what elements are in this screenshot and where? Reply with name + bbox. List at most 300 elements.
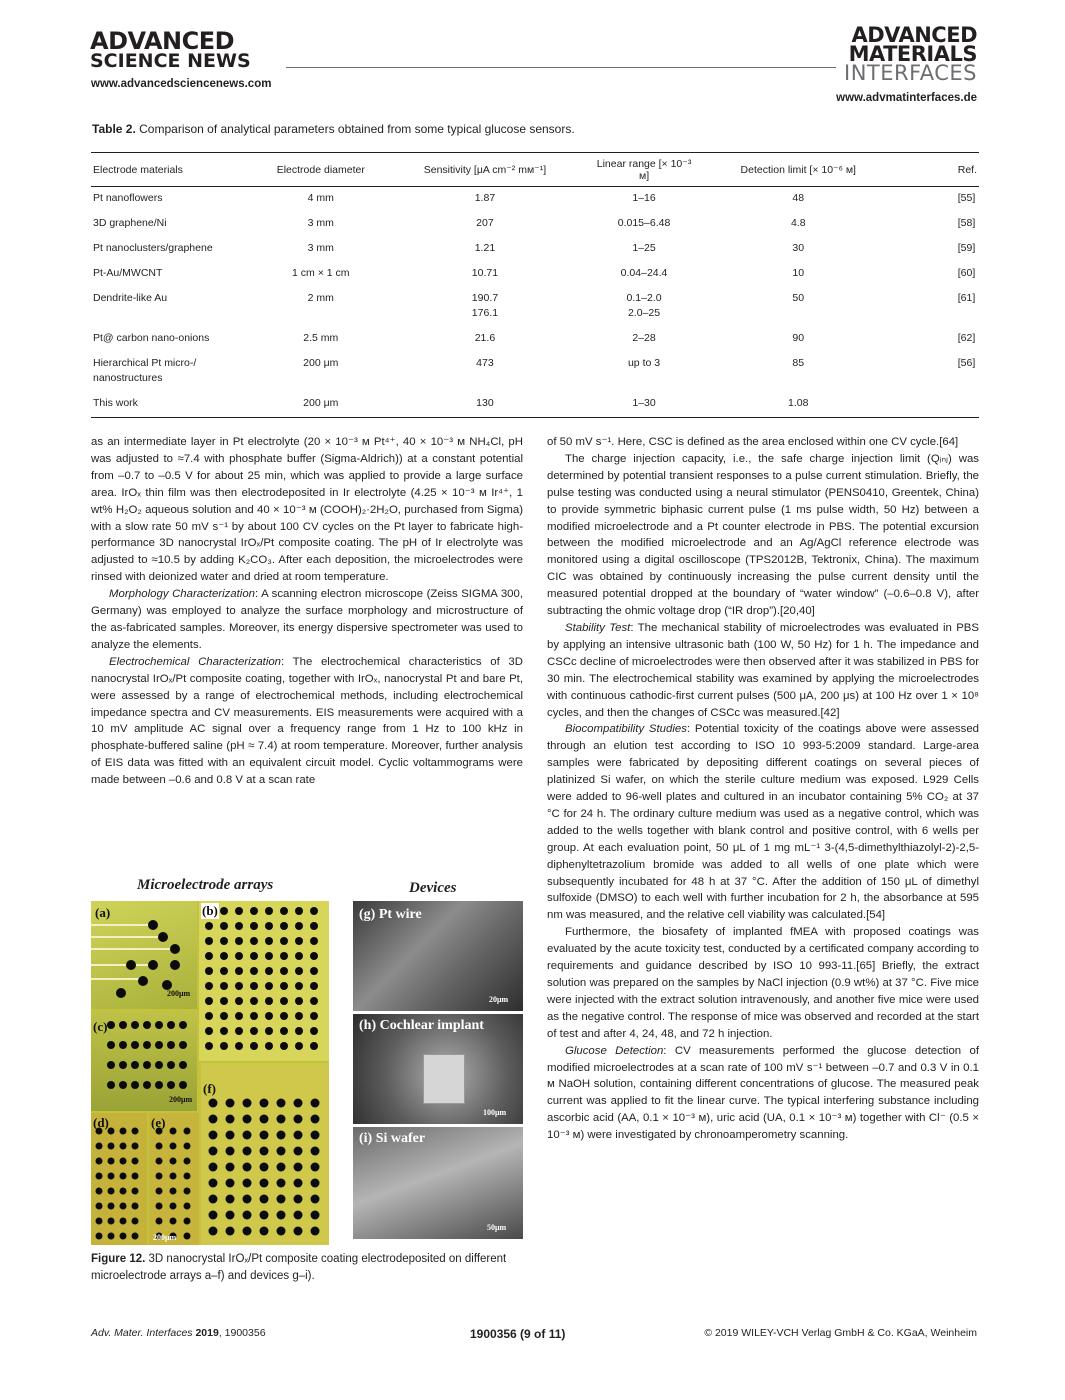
table-cell: 473 (476, 357, 494, 369)
electrode-site (265, 907, 273, 915)
table-row (91, 212, 979, 237)
electrode-site (120, 1188, 127, 1195)
electrode-site (265, 1042, 273, 1050)
electrode-site (184, 1218, 191, 1225)
electrode-site (119, 1061, 127, 1069)
footer-citation (91, 1327, 266, 1339)
table-cell: 1–30 (589, 392, 699, 418)
electrode-site (131, 1061, 139, 1069)
electrode-site (205, 937, 213, 945)
figure-heading-devices: Devices (409, 880, 457, 896)
electrode-site (250, 937, 258, 945)
panel-d-electrodes (91, 1113, 147, 1245)
electrode-site (235, 952, 243, 960)
panel-h-image (353, 1014, 523, 1124)
electrode-site (220, 967, 228, 975)
section-heading: Glucose Detection (565, 1044, 664, 1057)
electrode-site (295, 1027, 303, 1035)
electrode-site (235, 997, 243, 1005)
table-cell: [58] (957, 217, 976, 229)
electrode-site (250, 1012, 258, 1020)
electrode-site (96, 1188, 103, 1195)
electrode-site (155, 1041, 163, 1049)
electrode-site (220, 1012, 228, 1020)
electrode-site (107, 1021, 115, 1029)
electrode-site (156, 1203, 163, 1210)
electrode-site (277, 1115, 286, 1124)
electrode-site (205, 997, 213, 1005)
table-cell: [60] (957, 267, 976, 279)
electrode-site (107, 1041, 115, 1049)
electrode-site (108, 1188, 115, 1195)
panel-c-scale: 200μm (169, 1095, 193, 1104)
electrode-site (184, 1158, 191, 1165)
journal-logo-line2: MATERIALS (848, 42, 977, 66)
electrode-site (209, 1099, 218, 1108)
table-cell: 200 μm (261, 392, 381, 418)
electrode-site (155, 1021, 163, 1029)
electrode-site (311, 1099, 320, 1108)
journal-url[interactable]: www.advmatinterfaces.de (836, 92, 977, 104)
footer-page-number: 1900356 (9 of 11) (470, 1327, 566, 1341)
electrode-site (235, 1027, 243, 1035)
electrode-site (205, 1042, 213, 1050)
panel-b-image (199, 901, 329, 1061)
panel-a-scale: 200μm (167, 989, 191, 998)
figure-caption (91, 1251, 523, 1284)
electrode-site (295, 907, 303, 915)
electrode-site (277, 1179, 286, 1188)
footer-article-id: , 1900356 (218, 1327, 266, 1339)
electrode-site (265, 937, 273, 945)
electrode-site (119, 1041, 127, 1049)
electrode-site (235, 1012, 243, 1020)
electrode-site (250, 1027, 258, 1035)
table-cell: 50 (792, 292, 805, 304)
electrode-site (311, 1131, 320, 1140)
electrode-site (108, 1233, 115, 1240)
electrode-site (310, 1027, 318, 1035)
electrode-site (226, 1115, 235, 1124)
logo-advanced-text: ADVANCED (90, 27, 235, 55)
electrode-site (294, 1099, 303, 1108)
electrode-site (119, 1081, 127, 1089)
electrode-site (310, 1012, 318, 1020)
electrode-site (311, 1163, 320, 1172)
electrode-site (260, 1115, 269, 1124)
electrode-site (295, 1012, 303, 1020)
electrode-site (143, 1061, 151, 1069)
paragraph: Morphology Characterization: A scanning electron microscope (Zeiss SIGMA 300, Germany) was employed to analyze the surface morphology and microstructure of the as-fabricated samples. Moreover, its energy dispersive spectrometer was used to analyze the elements. (91, 588, 523, 651)
electrode-site (170, 1173, 177, 1180)
cochlear-implant-pad (423, 1054, 465, 1104)
electrode-site (260, 1195, 269, 1204)
electrode-site (280, 982, 288, 990)
electrode-site (108, 1218, 115, 1225)
table-cell: 0.04–24.4 (620, 267, 668, 279)
electrode-site (209, 1195, 218, 1204)
electrode-site (265, 967, 273, 975)
electrode-site (310, 997, 318, 1005)
electrode-site (155, 1061, 163, 1069)
electrode-site (260, 1131, 269, 1140)
table-cell: 2 mm (307, 292, 334, 304)
electrode-site (226, 1099, 235, 1108)
table-cell: This work (91, 392, 261, 418)
electrode-site (220, 1042, 228, 1050)
electrode-site (131, 1041, 139, 1049)
electrode-site (243, 1115, 252, 1124)
electrode-site (131, 1021, 139, 1029)
electrode-site (107, 1061, 115, 1069)
electrode-site (243, 1147, 252, 1156)
electrode-site (280, 997, 288, 1005)
electrode-site (243, 1099, 252, 1108)
electrode-site (310, 907, 318, 915)
table-cell: 1.21 (474, 242, 496, 254)
electrode-site (250, 952, 258, 960)
electrode-site (310, 982, 318, 990)
electrode-site (277, 1195, 286, 1204)
column-header: Electrode materials (91, 153, 261, 187)
table-cell: 3D graphene/Ni (93, 217, 167, 229)
panel-a-image (91, 901, 197, 1009)
electrode-site (108, 1158, 115, 1165)
electrode-site (265, 997, 273, 1005)
electrode-site (243, 1131, 252, 1140)
table-cell: Hierarchical Pt micro-/ nanostructures (93, 357, 197, 384)
table-cell: Pt nanoclusters/graphene (93, 242, 213, 254)
header-rule (286, 67, 836, 68)
electrode-site (220, 937, 228, 945)
panel-e-image (149, 1113, 199, 1245)
electrode-site (243, 1195, 252, 1204)
electrode-site (120, 1158, 127, 1165)
electrode-site (310, 1042, 318, 1050)
electrode-site (96, 1173, 103, 1180)
section-heading: Stability Test (565, 621, 631, 634)
electrode-site (184, 1143, 191, 1150)
electrode-site (235, 982, 243, 990)
electrode-site (120, 1128, 127, 1135)
electrode-site (265, 952, 273, 960)
electrode-site (205, 952, 213, 960)
right-column-text (547, 434, 979, 1144)
electrode-site (179, 1081, 187, 1089)
column-header: Ref. (898, 153, 979, 187)
electrode-site (120, 1203, 127, 1210)
table-cell: 130 (381, 392, 590, 418)
electrode-site (277, 1227, 286, 1236)
electrode-site (295, 967, 303, 975)
table-cell: 4.8 (790, 217, 806, 229)
paragraph: Furthermore, the biosafety of implanted fMEA with proposed coatings was evaluated by the acute toxicity test, conducted by a certificated company according to requirements and guidance described by ISO 10 993-11.[65] Briefly, the extract solution was prepared on the samples by NaCl injection (0.9 wt%) at 37 °C. Five mice were injected with the extract solution intravenously, and another five mice were used as the negative control. The response of mice was observed and recorded at the start of test and after 4, 24, 48, and 72 h injection. (547, 926, 979, 1040)
electrode-site (132, 1143, 139, 1150)
electrode-site (226, 1147, 235, 1156)
electrode-site (220, 997, 228, 1005)
electrode-site (280, 967, 288, 975)
table-caption (92, 122, 575, 136)
publisher-logo-left (90, 27, 280, 72)
electrode-site (280, 922, 288, 930)
table-cell: up to 3 (627, 357, 661, 369)
electrode-site (120, 1143, 127, 1150)
table-row (91, 262, 979, 287)
electrode-site (184, 1203, 191, 1210)
electrode-site (243, 1227, 252, 1236)
electrode-site (184, 1188, 191, 1195)
electrode-site (170, 1143, 177, 1150)
table-cell: 1–16 (632, 192, 656, 204)
electrode-site (277, 1147, 286, 1156)
electrode-site (280, 952, 288, 960)
electrode-site (179, 1021, 187, 1029)
electrode-site (156, 1218, 163, 1225)
electrode-site (179, 1061, 187, 1069)
electrode-site (294, 1163, 303, 1172)
electrode-site (250, 922, 258, 930)
publisher-url[interactable]: www.advancedsciencenews.com (91, 78, 272, 90)
electrode-site (205, 1012, 213, 1020)
electrode-site (265, 1012, 273, 1020)
left-column-text (91, 434, 523, 789)
table-cell: [55] (957, 192, 976, 204)
table-cell: 48 (792, 192, 805, 204)
panel-a-label: (a) (95, 905, 111, 920)
electrode-site (277, 1131, 286, 1140)
table-cell: 4 mm (307, 192, 334, 204)
table-caption-text: Comparison of analytical parameters obtained from some typical glucose sensors. (139, 122, 575, 136)
electrode-site (220, 907, 228, 915)
electrode-site (295, 952, 303, 960)
electrode-site (295, 922, 303, 930)
electrode-site (184, 1173, 191, 1180)
electrode-site (265, 1027, 273, 1035)
panel-h-label: (h) Cochlear implant (359, 1018, 484, 1033)
electrode-site (226, 1195, 235, 1204)
electrode-site (226, 1131, 235, 1140)
electrode-site (131, 1081, 139, 1089)
electrode-site (311, 1195, 320, 1204)
electrode-site (209, 1131, 218, 1140)
electrode-site (156, 1143, 163, 1150)
electrode-site (132, 1158, 139, 1165)
electrode-site (265, 982, 273, 990)
electrode-site (294, 1179, 303, 1188)
table-cell: 2.5 mm (303, 332, 339, 344)
table-cell: 200 μm (303, 357, 339, 369)
electrode-site (295, 937, 303, 945)
electrode-site (184, 1128, 191, 1135)
electrode-site (156, 1173, 163, 1180)
electrode-site (220, 982, 228, 990)
panel-d-label: (d) (93, 1115, 109, 1130)
electrode-site (280, 1027, 288, 1035)
table-cell: 190.7 176.1 (471, 292, 499, 319)
electrode-site (209, 1211, 218, 1220)
electrode-site (235, 967, 243, 975)
table-cell: 3 mm (307, 242, 334, 254)
table-cell: 207 (476, 217, 494, 229)
electrode-site (250, 967, 258, 975)
electrode-site (220, 1027, 228, 1035)
electrode-site (143, 1021, 151, 1029)
electrode-site (209, 1115, 218, 1124)
panel-i-image (353, 1127, 523, 1239)
electrode-site (108, 1203, 115, 1210)
electrode-site (132, 1203, 139, 1210)
electrode-site (220, 952, 228, 960)
table-cell: 1.08 (699, 392, 898, 418)
electrode-site (156, 1188, 163, 1195)
electrode-site (310, 937, 318, 945)
electrode-site (170, 1218, 177, 1225)
panel-i-label: (i) Si wafer (359, 1131, 426, 1146)
panel-c-image (91, 1011, 197, 1111)
table-row (91, 352, 979, 392)
panel-c-label: (c) (93, 1019, 108, 1034)
panel-e-label: (e) (151, 1115, 166, 1130)
electrode-site (311, 1179, 320, 1188)
panel-g-scale: 20μm (489, 995, 509, 1004)
table-caption-label: Table 2. (92, 122, 136, 136)
electrode-site (277, 1099, 286, 1108)
table-row (91, 392, 979, 418)
electrode-site (167, 1081, 175, 1089)
panel-e-electrodes (149, 1113, 199, 1245)
table-cell: 10.71 (471, 267, 499, 279)
electrode-site (184, 1233, 191, 1240)
electrode-site (277, 1211, 286, 1220)
comparison-table (91, 152, 979, 418)
electrode-site (277, 1163, 286, 1172)
table-row (91, 327, 979, 352)
electrode-site (155, 1081, 163, 1089)
table-cell: Pt@ carbon nano-onions (93, 332, 210, 344)
electrode-site (108, 1143, 115, 1150)
electrode-site (235, 1042, 243, 1050)
electrode-site (295, 1042, 303, 1050)
electrode-site (265, 922, 273, 930)
electrode-site (132, 1173, 139, 1180)
table-cell: 90 (792, 332, 805, 344)
electrode-site (310, 922, 318, 930)
table-cell: 10 (792, 267, 805, 279)
section-heading: Morphology Characterization (109, 588, 256, 601)
electrode-site (235, 922, 243, 930)
panel-i-scale: 50μm (487, 1223, 507, 1232)
electrode-site (205, 967, 213, 975)
table-row (91, 237, 979, 262)
electrode-site (250, 1042, 258, 1050)
electrode-site (280, 907, 288, 915)
electrode-site (260, 1179, 269, 1188)
electrode-site (209, 1227, 218, 1236)
electrode-site (243, 1163, 252, 1172)
paragraph: as an intermediate layer in Pt electrolyte (20 × 10⁻³ ᴍ Pt⁴⁺, 40 × 10⁻³ ᴍ NH₄Cl, pH was adjusted to ≈7.4 with phosphate buffer (Sigma-Aldrich)) at a constant potential from –0.7 to –0.5 V for about 25 min, which was applied to provide a large surface area. IrOₓ thin film was then electrodeposited in Ir electrolyte (4.25 × 10⁻³ ᴍ Ir⁴⁺, 1 wt% H₂O₂ aqueous solution and 40 × 10⁻³ ᴍ (COOH)₂·2H₂O, purchased from Sigma) with a slow rate 50 mV s⁻¹ by about 100 CV cycles on the Pt layer to fabricate high-performance 3D nanocrystal IrOₓ/Pt composite coating. The pH of Ir electrolyte was adjusted to ≈10.5 by adding K₂CO₃. After each deposition, the microelectrodes were rinsed with deionized water and dried at room temperature. (91, 436, 523, 584)
electrode-site (243, 1179, 252, 1188)
column-header: Electrode diameter (261, 153, 381, 187)
table-cell: [56] (957, 357, 976, 369)
table-cell: 0.1–2.0 2.0–25 (626, 292, 662, 319)
electrode-site (119, 1021, 127, 1029)
figure-caption-label: Figure 12. (91, 1253, 146, 1265)
section-heading: Electrochemical Characterization (109, 655, 282, 668)
electrode-site (260, 1147, 269, 1156)
electrode-site (295, 982, 303, 990)
panel-e-scale: 200μm (153, 1233, 177, 1242)
table-cell: 2–28 (632, 332, 656, 344)
arrays-image (91, 901, 329, 1245)
panel-g-label: (g) Pt wire (359, 907, 422, 922)
electrode-site (260, 1099, 269, 1108)
electrode-site (179, 1041, 187, 1049)
section-heading: Biocompatibility Studies (565, 723, 687, 736)
electrode-site (294, 1147, 303, 1156)
electrode-site (294, 1115, 303, 1124)
table-cell: 21.6 (474, 332, 496, 344)
electrode-site (220, 922, 228, 930)
electrode-site (96, 1203, 103, 1210)
electrode-site (310, 967, 318, 975)
table-header-row (91, 153, 979, 187)
table-cell: 30 (792, 242, 805, 254)
paragraph: Glucose Detection: CV measurements performed the glucose detection of modified microelectrodes at a scan rate of 100 mV s⁻¹ between –0.7 and 0.3 V in 0.1 ᴍ NaOH solution, containing different concentrations of glucose. The measured peak current was applied to fit the linear curve. The typical interfering substance including ascorbic acid (AA, 0.1 × 10⁻³ ᴍ), uric acid (UA, 0.1 × 10⁻³ ᴍ) together with Cl⁻ (0.5 × 10⁻³ ᴍ) were investigated by chronoamperometry scanning. (547, 1044, 980, 1142)
paragraph: Stability Test: The mechanical stability of microelectrodes was evaluated in PBS by applying an intensive ultrasonic bath (100 W, 50 Hz) for 1 h. The impedance and CSCc decline of microelectrodes were then observed after it was stabilized in PBS for 30 min. The electrochemical stability was examined by applying the microelectrodes with continuous cathodic-first current pulses (500 μA, 200 μs) at 100 Hz over 1 × 10⁸ cycles, and then the changes of CSCc was measured.[42] (547, 621, 979, 719)
electrode-site (132, 1233, 139, 1240)
electrode-site (156, 1158, 163, 1165)
panel-g-image (353, 901, 523, 1011)
electrode-site (143, 1081, 151, 1089)
table-cell: 1–25 (632, 242, 656, 254)
electrode-site (280, 1042, 288, 1050)
electrode-site (170, 1203, 177, 1210)
electrode-site (209, 1147, 218, 1156)
electrode-site (235, 937, 243, 945)
electrode-site (96, 1218, 103, 1225)
table-cell: 0.015–6.48 (617, 217, 671, 229)
electrode-site (294, 1227, 303, 1236)
electrode-site (295, 997, 303, 1005)
electrode-site (294, 1211, 303, 1220)
table-cell: [62] (957, 332, 976, 344)
electrode-site (132, 1128, 139, 1135)
electrode-site (250, 997, 258, 1005)
electrode-site (167, 1021, 175, 1029)
electrode-site (132, 1218, 139, 1225)
paragraph: The charge injection capacity, i.e., the safe charge injection limit (Qᵢₙⱼ) was determined by potential transient responses to a pulse current stimulation. Briefly, the pulse testing was conducted using a neural stimulator (PENS0410, Greentek, China) to provide symmetric biphasic current pulse (1 ms pulse width, 50 Hz) between a modified microelectrode and a Pt counter electrode in PBS. The potential excursion between the modified microelectrode and an Ag/AgCl reference electrode was monitored using a digital oscilloscope (TPS2012B, Tektronix, China). The maximum CIC was obtained by continuously increasing the pulse current density until the measured potential dropped at the boundary of “water window” (–0.6–0.8 V), after subtracting the ohmic voltage drop (“IR drop”).[20,40] (547, 452, 979, 618)
electrode-site (143, 1041, 151, 1049)
electrode-site (310, 952, 318, 960)
electrode-site (260, 1227, 269, 1236)
panel-b-electrodes (199, 901, 329, 1061)
footer-year: 2019 (195, 1327, 219, 1339)
table-cell: 85 (792, 357, 805, 369)
table-cell: Pt-Au/MWCNT (93, 267, 163, 279)
figure-heading-arrays: Microelectrode arrays (137, 877, 274, 893)
table-row (91, 287, 979, 327)
electrode-site (235, 907, 243, 915)
electrode-site (260, 1163, 269, 1172)
table-cell: Pt nanoflowers (93, 192, 163, 204)
electrode-site (167, 1041, 175, 1049)
electrode-site (209, 1163, 218, 1172)
electrode-site (96, 1158, 103, 1165)
electrode-site (96, 1143, 103, 1150)
figure-caption-text: 3D nanocrystal IrOₓ/Pt composite coating electrodeposited on different microelectrode arrays a–f) and devices g–i). (91, 1253, 507, 1282)
electrode-site (226, 1211, 235, 1220)
table-cell: 1 cm × 1 cm (292, 267, 350, 279)
